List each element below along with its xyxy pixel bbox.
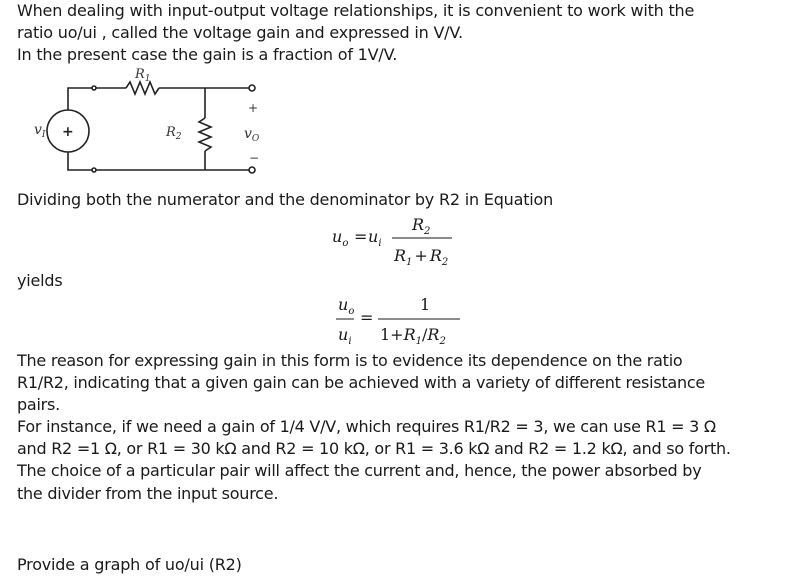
eq1-equals: =: [354, 227, 368, 246]
paragraph-line: the divider from the input source.: [17, 483, 279, 503]
eq2-lhs-numerator: $u_o$: [338, 295, 355, 317]
output-plus-sign: +: [248, 101, 259, 115]
equation-gain-ratio: [330, 211, 470, 268]
eq1-denominator: $R_1 + R_2$: [394, 246, 449, 268]
eq1-numerator: $R_2$: [412, 215, 431, 237]
yields-text: yields: [17, 271, 63, 290]
paragraph-line: R1/R2, indicating that a given gain can be achieved with a variety of different resistance: [17, 373, 706, 393]
node-dot-bottom-left: [92, 168, 96, 172]
node-dot-left: [92, 86, 96, 90]
r1-label: $R_1$: [135, 67, 151, 84]
eq1-lhs: $u_o$: [332, 227, 349, 249]
wire-top-left: [68, 88, 92, 110]
paragraph-line: pairs.: [17, 395, 60, 415]
equation-gain-simplified: [334, 292, 474, 346]
paragraph-line: and R2 =1 Ω, or R1 = 30 kΩ and R2 = 10 kΩ, or R1 = 3.6 kΩ and R2 = 1.2 kΩ, and so forth.: [17, 439, 731, 459]
output-minus-sign: −: [249, 151, 260, 165]
vo-label: $v_O$: [244, 126, 260, 144]
paragraph-line: The reason for expressing gain in this form is to evidence its dependence on the ratio: [17, 351, 683, 370]
dividing-text: Dividing both the numerator and the denominator by R2 in Equation: [17, 190, 554, 209]
voltage-divider-circuit: [34, 66, 280, 184]
paragraph-reason: [17, 350, 777, 417]
wire-bottom-left: [68, 152, 92, 170]
paragraph-example: [17, 416, 777, 505]
intro-line-1: When dealing with input-output voltage relationships, it is convenient to work with the: [17, 1, 695, 20]
r2-label: $R_2$: [166, 125, 182, 142]
eq1-coef: $u_i$: [368, 227, 382, 249]
eq2-rhs-denominator: $1+R_1/R_2$: [380, 325, 446, 347]
paragraph-line: For instance, if we need a gain of 1/4 V/V, which requires R1/R2 = 3, we can use R1 = 3 Ω: [17, 417, 716, 436]
eq2-equals: =: [360, 308, 374, 327]
intro-line-2: ratio uo/ui , called the voltage gain and expressed in V/V.: [17, 23, 463, 42]
intro-line-3: In the present case the gain is a fraction of 1V/V.: [17, 45, 398, 64]
source-plus-sign: +: [62, 124, 74, 140]
r2-resistor-symbol: [199, 118, 211, 151]
eq2-lhs-denominator: $u_i$: [338, 325, 352, 347]
vi-label: $v_I$: [34, 122, 46, 140]
prompt-text: Provide a graph of uo/ui (R2): [17, 555, 242, 574]
r1-resistor-symbol: [126, 82, 159, 94]
paragraph-line: The choice of a particular pair will affect the current and, hence, the power absorbed by: [17, 461, 702, 481]
output-terminal-bottom: [249, 167, 255, 173]
eq2-rhs-numerator: 1: [420, 295, 431, 314]
output-terminal-top: [249, 85, 255, 91]
